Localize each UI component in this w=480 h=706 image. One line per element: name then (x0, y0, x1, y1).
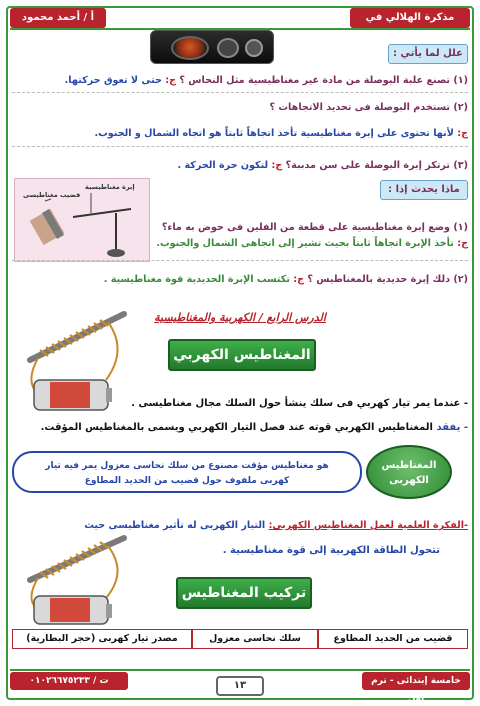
footer-divider (10, 669, 470, 671)
scientific-idea: -الفكرة العلمية لعمل المغناطيس الكهربي: التيار الكهربى له تأثير مغناطيسى حيث (84, 520, 468, 531)
gauge-icon (217, 38, 239, 58)
banner-structure: تركيب المغناطيس (176, 577, 312, 609)
divider (12, 146, 468, 147)
happen-question-2: (٢) دلك إبرة حديدية بالمغناطيس ؟ ج: تكتسب الإبرة الحديدية قوة مغناطيسية . (103, 274, 468, 285)
header-author: أ / أحمد محمود شاهين (10, 8, 106, 28)
question-1: (١) تصنع علبة البوصلة من مادة غير مغناطيسية مثل النحاس ؟ ج: حتى لا تعوق حركتها. (64, 75, 468, 86)
section-label-what-happens: ماذا يحدث إذا : (380, 180, 468, 200)
happen-answer-1: ج: تأخذ الإبرة اتجاهاً ثابتاً بحيث تشير إلى اتجاهى الشمال والجنوب. (156, 238, 468, 249)
photo-caption-magnet: قضيب مغناطيسى (23, 191, 81, 199)
happen-question-1: (١) وضع إبرة مغناطيسية على قطعة من الفلين فى حوض به ماء؟ (161, 222, 468, 233)
section-label-explain: علل لما يأتي : (388, 44, 468, 64)
bullet-2: - يفقد المغناطيس الكهربي قوته عند فصل التيار الكهربي ويسمى بالمغناطيس المؤقت. (40, 422, 468, 433)
question-3: (٣) ترتكز إبرة البوصلة على سن مدببة؟ ج: لتكون حرة الحركة . (177, 160, 468, 171)
lesson-title: الدرس الرابع / الكهربية والمغناطيسية (154, 311, 326, 324)
footer-phone: ت / ٠١٠٢٦٦٧٥٢٣٣ (10, 672, 128, 690)
divider (12, 260, 468, 261)
dashboard-photo (150, 30, 274, 64)
header-title: مذكرة الهلالي في العلوم (350, 8, 470, 28)
definition-box: هو مغناطيس مؤقت مصنوع من سلك نحاسى معزول يمر فيه تيار كهربى ملفوف حول قضيب من الحديد المطاوع (12, 451, 362, 493)
needle-magnet-drawing (13, 179, 149, 263)
divider (12, 92, 468, 93)
electromagnet-term-circle: المغناطيس الكهربى (366, 445, 452, 499)
banner-electromagnet: المغناطيس الكهربي (168, 339, 316, 371)
component-iron-core: قضيب من الحديد المطاوع (318, 629, 468, 649)
electromagnet-drawing-2 (16, 528, 146, 628)
question-2: (٢) تستخدم البوصلة فى تحديد الاتجاهات ؟ (269, 102, 468, 113)
component-battery: مصدر تيار كهربى (حجر البطارية) (12, 629, 192, 649)
component-copper-wire: سلك نحاسى معزول (192, 629, 318, 649)
bullet-1: - عندما يمر تيار كهربي فى سلك ينشأ حول السلك مجال مغناطيسى . (131, 398, 468, 409)
components-row (12, 629, 468, 649)
gauge-compass-icon (171, 36, 209, 60)
page-number: ١٣ (216, 676, 264, 696)
answer-2: ج: لأنها تحتوى على إبرة مغناطيسية تأخذ اتجاهاً ثابتاً هو اتجاه الشمال و الجنوب. (94, 128, 468, 139)
electromagnet-drawing (16, 300, 146, 418)
gauge-icon (245, 39, 263, 57)
footer-grade: خامسة إبتدائى - ترم أول (362, 672, 470, 690)
needle-magnet-photo (14, 178, 150, 262)
photo-caption-needle: إبرة مغناطيسية (85, 183, 135, 191)
scientific-idea-line2: تتحول الطاقة الكهربية إلى قوة مغناطيسية . (222, 545, 440, 556)
